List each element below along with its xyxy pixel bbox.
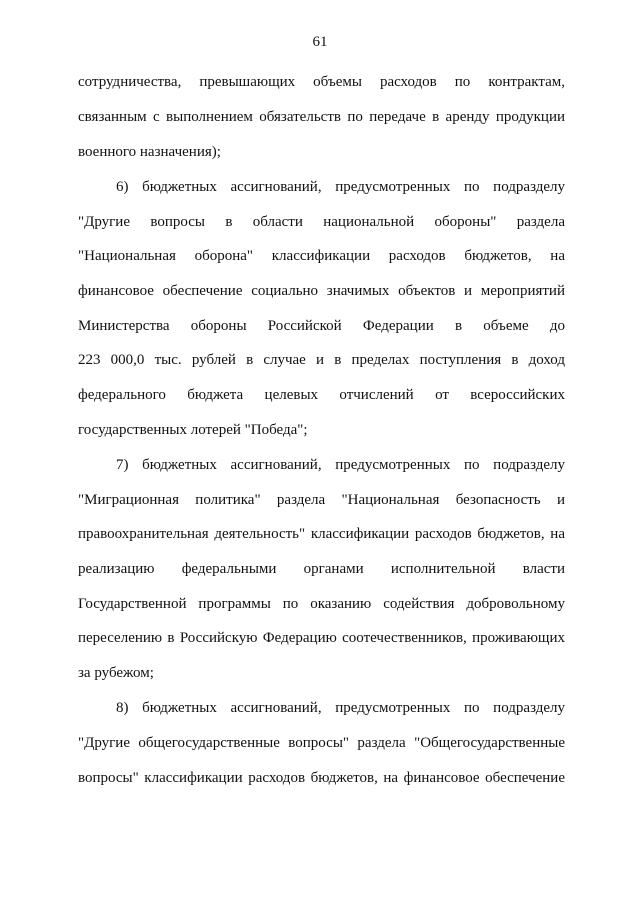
text-line: Государственной программы по оказанию содействия добровольному — [78, 596, 565, 612]
text-line: 223 000,0 тыс. рублей в случае и в пределах поступления в доход — [78, 352, 565, 368]
text-line: сотрудничества, превышающих объемы расходов по контрактам, — [78, 74, 565, 90]
text-line: федерального бюджета целевых отчислений от всероссийских — [78, 387, 565, 403]
text-line: финансовое обеспечение социально значимых объектов и мероприятий — [78, 283, 565, 299]
text-line: "Другие общегосударственные вопросы" раздела "Общегосударственные — [78, 735, 565, 751]
text-line: 7) бюджетных ассигнований, предусмотренных по подразделу — [116, 457, 565, 473]
text-line: "Миграционная политика" раздела "Национальная безопасность и — [78, 492, 565, 508]
page-number: 61 — [312, 34, 328, 50]
text-line: "Национальная оборона" классификации расходов бюджетов, на — [78, 248, 565, 264]
text-line: 8) бюджетных ассигнований, предусмотренных по подразделу — [116, 700, 565, 716]
text-line: переселению в Российскую Федерацию соотечественников, проживающих — [78, 630, 565, 646]
text-line: вопросы" классификации расходов бюджетов, на финансовое обеспечение — [78, 770, 565, 786]
text-line: 6) бюджетных ассигнований, предусмотренных по подразделу — [116, 179, 565, 195]
text-line: правоохранительная деятельность" классификации расходов бюджетов, на — [78, 526, 565, 542]
text-line: связанным с выполнением обязательств по передаче в аренду продукции — [78, 109, 565, 125]
text-line: за рубежом; — [78, 665, 154, 681]
text-line: военного назначения); — [78, 144, 221, 160]
text-line: "Другие вопросы в области национальной обороны" раздела — [78, 214, 565, 230]
text-line: Министерства обороны Российской Федерации в объеме до — [78, 318, 565, 334]
text-line: государственных лотерей "Победа"; — [78, 422, 308, 438]
text-line: реализацию федеральными органами исполнительной власти — [78, 561, 565, 577]
